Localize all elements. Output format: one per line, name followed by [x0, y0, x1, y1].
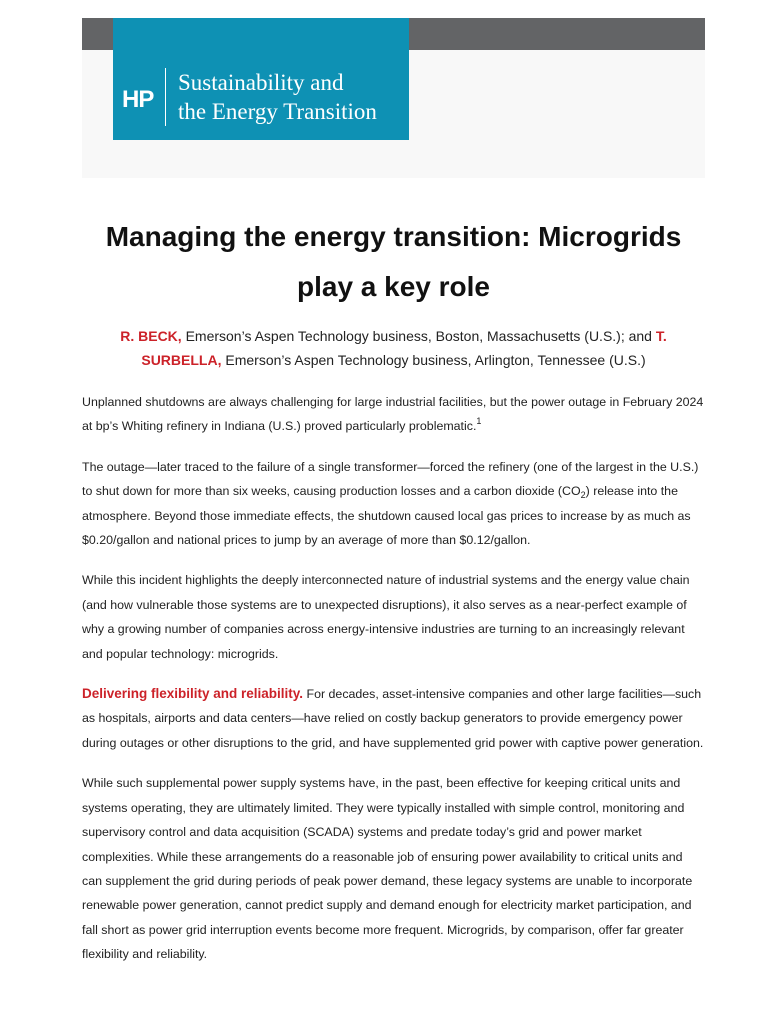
brand-title: [178, 68, 406, 126]
paragraph-2-text-before: The outage—later traced to the failure of a single transformer—forced the refinery (one of the largest in the U.S.) to shut down for more than six weeks, causing production losses and a carbon dioxide (CO: [82, 459, 699, 499]
author-2-name-part-1: T.: [655, 328, 667, 344]
paragraph-5: While such supplemental power supply systems have, in the past, been effective for keeping critical units and systems operating, they are ultimately limited. They were typically installed with simple control, monitoring and supervisory control and data acquisition (SCADA) systems and predate today’s grid and power market complexities. While these arrangements do a reasonable job of ensuring power availability to critical units and can supplement the grid during periods of peak power demand, these legacy systems are unable to incorporate renewable power generation, cannot predict supply and demand enough for electricity market participation, and fall short as power grid interruption events become more frequent. Microgrids, by comparison, offer far greater flexibility and reliability.: [82, 776, 693, 962]
paragraph-4: [82, 682, 705, 755]
author-2-affiliation: Emerson’s Aspen Technology business, Arlington, Tennessee (U.S.): [221, 352, 646, 368]
author-1-name: R. BECK,: [120, 328, 182, 344]
paragraph-4-text: For decades, asset-intensive companies and other large facilities—such as hospitals, airports and data centers—have relied on costly backup generators to provide emergency power during outages or other disruptions to the grid, and have supplemented grid power with captive power generation.: [82, 687, 704, 750]
brand-divider: [165, 68, 166, 126]
paragraph-2: [82, 455, 705, 553]
paragraph-1: [82, 390, 705, 439]
brand-title-line-1: Sustainability and: [178, 70, 344, 95]
article-title: [82, 212, 705, 312]
paragraph-1-text: Unplanned shutdowns are always challenging for large industrial facilities, but the power outage in February 2024 at bp’s Whiting refinery in Indiana (U.S.) proved particularly problematic.: [82, 395, 704, 434]
section-heading: Delivering flexibility and reliability.: [82, 686, 304, 702]
article-title-line-2: play a key role: [296, 271, 490, 302]
brand-block: [113, 18, 409, 140]
brand-title-line-2: the Energy Transition: [178, 99, 377, 124]
author-1-affiliation: Emerson’s Aspen Technology business, Boston, Massachusetts (U.S.); and: [181, 328, 656, 344]
co2-subscript: 2: [580, 490, 586, 501]
paragraph-2-text-after: ) release into the atmosphere. Beyond those immediate effects, the shutdown caused local gas prices to increase by as much as $0.20/gallon and national prices to jump by an average of more than $0.12/gallon.: [82, 484, 691, 548]
article-title-line-1: Managing the energy transition: Microgrids: [105, 221, 682, 252]
author-2-name-part-2: SURBELLA,: [141, 352, 222, 368]
footnote-ref-1: 1: [476, 416, 482, 427]
byline: [82, 324, 705, 372]
paragraph-3: While this incident highlights the deeply interconnected nature of industrial systems and the energy value chain (and how vulnerable those systems are to unexpected disruptions), it also serves as a near-perfect example of why a growing number of companies across energy-intensive industries are turning to an increasingly relevant and popular technology: microgrids.: [82, 573, 690, 661]
article-body: [82, 390, 705, 983]
hp-logo: HP: [122, 86, 154, 113]
